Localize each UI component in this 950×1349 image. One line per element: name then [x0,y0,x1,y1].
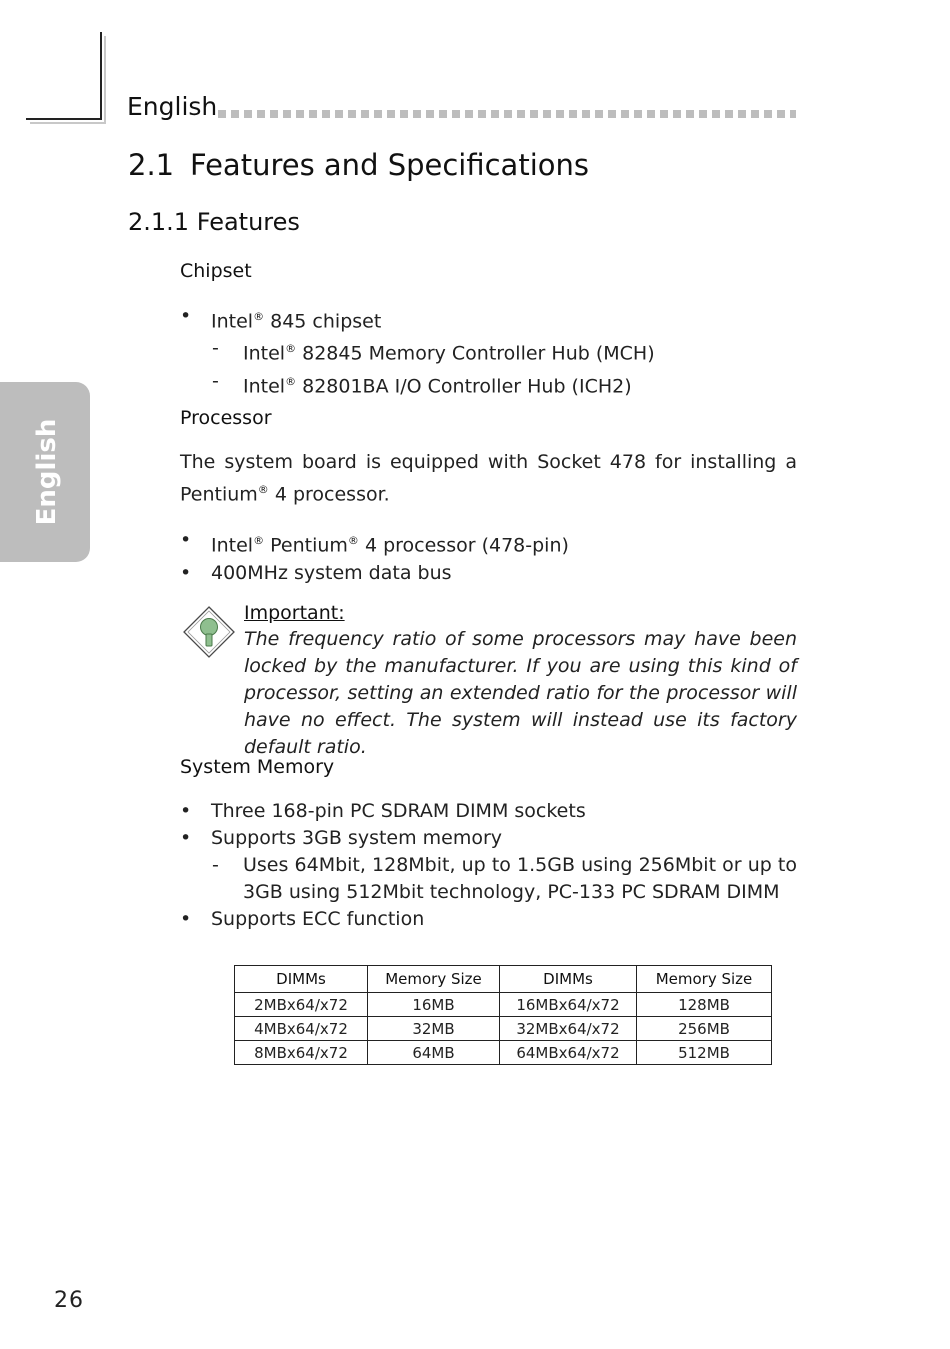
chipset-list [180,303,797,400]
table-cell: 16MBx64/x72 [500,993,637,1017]
processor-list [180,527,797,586]
side-language-tab-label: English [32,418,62,526]
system-memory-section [180,756,797,933]
table-header-row [235,966,772,993]
table-cell: 8MBx64/x72 [235,1041,368,1065]
list-item-text: 845 chipset [264,310,382,333]
list-item-text: Pentium [264,534,348,557]
dash: - [212,369,219,392]
section-title [128,148,589,182]
section-title-text: Features and Specifications [190,148,589,182]
memory-size-table [234,965,772,1065]
important-note [244,602,797,761]
important-text: The frequency ratio of some processors may have been locked by the manufacturer. If you are using this kind of processor, setting an extended ratio for the processor will have no effect. The system will instead use its factory default ratio. [244,628,797,758]
table-header-cell: Memory Size [637,966,772,993]
registered-mark: ® [253,534,265,548]
list-item-text: Intel [243,342,286,365]
header-language: English [127,92,218,121]
list-item-text: Intel [243,374,286,397]
bullet: • [180,561,192,584]
table-cell: 4MBx64/x72 [235,1017,368,1041]
list-item-text: 400MHz system data bus [211,561,452,584]
list-item [180,527,797,559]
list-item-text: Uses 64Mbit, 128Mbit, up to 1.5GB using 256Mbit or up to 3GB using 512Mbit technology, PC-133 PC SDRAM DIMM [243,854,797,903]
registered-mark: ® [257,483,269,496]
dash: - [212,337,219,360]
section-number: 2.1 [128,148,175,182]
bullet: • [180,305,192,327]
table-cell: 2MBx64/x72 [235,993,368,1017]
corner-frame-horizontal [26,118,102,120]
list-item [180,825,797,852]
registered-mark: ® [285,374,297,388]
list-item [180,560,797,587]
list-item-text: Intel [211,310,254,333]
table-cell: 128MB [637,993,772,1017]
system-memory-list [180,798,797,933]
processor-heading: Processor [180,407,272,429]
table-row [235,1041,772,1065]
paragraph-text: The system board is equipped with Socket 478 for installing a Pentium [180,451,797,506]
subsection-title-text: Features [196,208,300,236]
registered-mark: ® [253,310,265,323]
list-item-text: Three 168-pin PC SDRAM DIMM sockets [211,800,586,822]
table-header-cell: Memory Size [368,966,500,993]
chipset-section [180,260,797,400]
processor-section [180,407,797,587]
header-dotted-rule [218,110,796,118]
bullet: • [180,800,192,822]
table-cell: 64MBx64/x72 [500,1041,637,1065]
table-cell: 256MB [637,1017,772,1041]
table-cell: 32MB [368,1017,500,1041]
list-item-text: 82845 Memory Controller Hub (MCH) [296,342,655,365]
list-item-text: Supports ECC function [211,908,425,930]
list-item [180,852,797,906]
table-cell: 512MB [637,1041,772,1065]
list-item [180,303,797,335]
list-item-text: Supports 3GB system memory [211,827,503,849]
list-item [180,906,797,933]
corner-frame-shadow-horizontal [30,122,106,124]
bullet: • [180,908,192,930]
list-item [180,335,797,367]
list-item [180,798,797,825]
system-memory-heading: System Memory [180,756,335,778]
table-cell: 16MB [368,993,500,1017]
lightbulb-diamond-icon [183,606,235,658]
chipset-heading: Chipset [180,260,252,282]
table-header-cell: DIMMs [500,966,637,993]
corner-frame-vertical [100,32,102,120]
registered-mark: ® [347,534,359,548]
table-header-cell: DIMMs [235,966,368,993]
paragraph-text: 4 processor. [268,483,390,506]
page-number: 26 [54,1288,84,1313]
list-item-text: 82801BA I/O Controller Hub (ICH2) [296,374,632,397]
bullet: • [180,529,192,552]
corner-frame-shadow-vertical [104,36,106,124]
bullet: • [180,827,192,849]
table-row [235,1017,772,1041]
processor-paragraph [180,449,797,508]
table-cell: 64MB [368,1041,500,1065]
dash: - [212,854,219,876]
registered-mark: ® [285,342,297,356]
subsection-number: 2.1.1 [128,208,190,236]
subsection-title [128,208,300,236]
important-title: Important: [244,602,345,624]
table-cell: 32MBx64/x72 [500,1017,637,1041]
table-row [235,993,772,1017]
list-item-text: Intel [211,534,254,557]
list-item-text: 4 processor (478-pin) [358,534,569,557]
list-item [180,368,797,400]
